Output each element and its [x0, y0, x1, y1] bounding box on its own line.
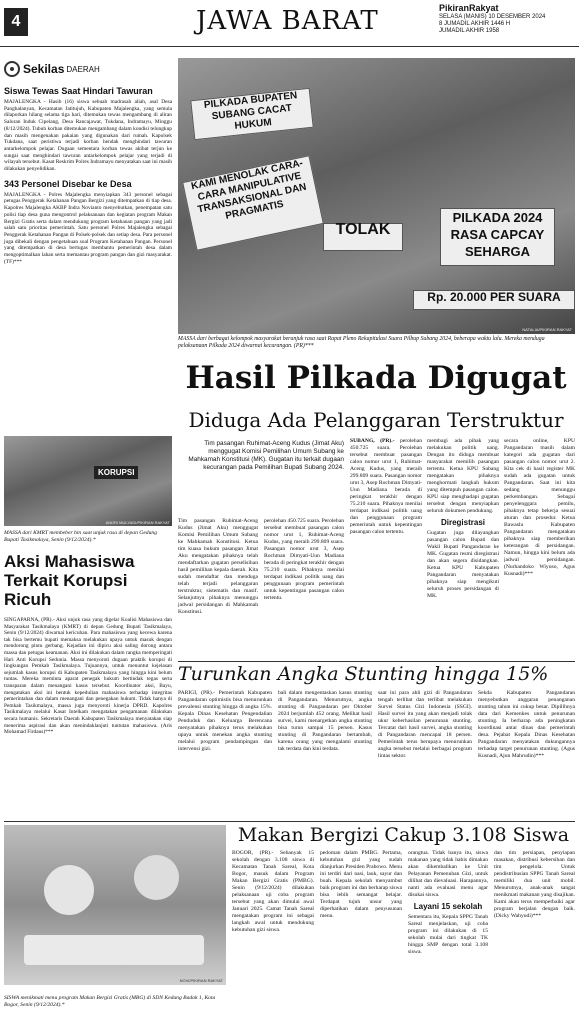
mbg-col1 [232, 850, 314, 1020]
main-headline: Hasil Pilkada Digugat [185, 360, 567, 396]
protest-photo-small [4, 436, 172, 526]
left-photo-caption: MASSA dari KMRT membeber hin saat unjuk rasa di depan Gedung Bupati Tasikmalaya, Senin (9/12/2024).* [4, 530, 157, 543]
stunting-col3-text: saat ini para ahli gizi di Pangandaran tengah terlibat dan terlibat melakukan Survei Status Gizi Indonesia (SSGI). Hasil survei itu yang akan menjadi tolak ukur keberhasilan penurunan stunting. Tercatat dari hasil survei, angka stunting di Pangandaran mencapai 18 persen. Pemerintah terus berupaya menurunkan angka tersebut melalui berbagai program lintas sektor. [378, 690, 472, 759]
mbg-col4-text: dan tim persiapan, penyiapan masakan, distribusi kebersihan dan tim pengelola. Untuk pendistribusian SPPG Tanah Sareal memiliki dua unit mobil. Menurutnya, anak-anak sangat menikmati makanan yang disajikan. Kami akan terus memperbaiki agar program berjalan dengan baik. (Dicky Wahyudi)*** [494, 850, 575, 919]
sekilas-heading [4, 58, 172, 80]
story1-body: MAJALENGKA - Hasib (16) siswa sebuah madrasah aliah, asal Desa Panghalanyan, Kecamatan Jatitujuh, Kabupaten Majalengka, yang semula dilaporkan hilang selama tiga hari, ditemukan tewas mengambang di aliran Saluran Induk Cipelang, Desa Rancajawat, Tukdana, Indramayu, Minggu (8/12/2024). Tubuh korban ditemukan mengambang dalam kondisi telungkup dan masih mengenakan pakaian yang digunakan dari rumah. Kapolsek Tukdana, saat peristiwa terjadi korban hendak menghindari tawuran antarkelompok pelajar. Dugaan sementara korban tewas akibat terjun ke sungai saat menghindari tawuran antarkelompok pelajar yang terjadi di wilayah tersebut. Kasat Reskrim Polres Indramayu menyatakan saat ini masih dilakukan penyelidikan. [4, 99, 172, 173]
mbg-col2-text: pedoman dalam PMBG. Pertama, kebutuhan gizi yang sudah dianjurkan Presiden Prabowo. Menu ini terdiri dari nasi, lauk, sayur dan buah. Kepala sekolah menyambut baik program ini dan berharap siswa bisa lebih semangat belajar. Terdapat tujuh unsur yang diperhatikan dalam penyusunan menu. [320, 850, 402, 919]
main-col3b-text: Gugatan juga dilayangkan pasangan calon Bupati dan Wakil Bupati Pangandaran ke MK. Gugatan resmi diregistrasi dan akan segera disidangkan. Ketua KPU Kabupaten Pangandaran menyatakan pihaknya siap mengikuti seluruh proses persidangan di MK. [427, 530, 499, 599]
main-col1-b [264, 518, 344, 660]
main-col4 [504, 438, 575, 660]
mbg-headline: Makan Bergizi Cakup 3.108 Siswa [237, 824, 570, 846]
food-trays [24, 935, 204, 965]
page-header [0, 0, 579, 44]
stunting-headline: Turunkan Angka Stunting hingga 15% [178, 663, 549, 685]
main-subhead-diregistrasi: Diregistrasi [440, 518, 486, 527]
main-subheadline: Diduga Ada Pelanggaran Terstruktur [188, 408, 564, 432]
main-col4-text: secara online, KPU Pangandaran masih dalam kategori ada gugatan dari pasangan calon nomor urut 2. Kita cek di hasil register MK sudah ada gugatan untuk Pangandaran. Saat ini kita sedang menunggu perkembangan. Sebagai penyelenggara pemilu, pihaknya tetap bekerja sesuai aturan dan prosedur. Ketua Bawaslu Kabupaten Pangandaran mengatakan pihaknya siap memberikan keterangan di persidangan. Namun, hingga kini belum ada jadwal persidangan. (Nurhandoko Wiyoso, Agus Kusnadi)*** [504, 438, 575, 577]
mbg-col3 [408, 850, 488, 1020]
photo-credit: ANDRI MULYADI/PIKIRAN RAKYAT [105, 520, 170, 525]
story1-title: Siswa Tewas Saat Hindari Tawuran [4, 86, 153, 96]
sekilas-column [4, 58, 172, 267]
main-col3-text: membagi ada pihak yang melakukan politik uang. Dengan itu diduga membuat masyarakat memilih pasangan tertentu. Ketua KPU Subang mengatakan pihaknya menghormati langkah hukum yang ditempuh pasangan calon. KPU siap menghadapi gugatan tersebut dengan menyiapkan seluruh dokumen pendukung. [427, 438, 499, 514]
date-line-3: JUMADIL AKHIR 1958 [439, 28, 500, 34]
sekilas-logo-icon [4, 61, 20, 77]
main-col1-a [178, 518, 258, 660]
main-col2-text: perolehan 450.725 suara. Perolehan tersebut membuat pasangan calon nomor urut 1, Ruhimat-Aceng Kudus, yang meraih 299.809 suara. Pasangan nomor urut 3, Asep Rochman Dimyati-Uun Madiana berada di peringkat terakhir dengan 75.210 suara. Pihaknya menilai terdapat indikasi politik uang dan penggunaan program pemerintah untuk kepentingan pasangan calon tertentu. [350, 438, 422, 535]
mbg-col3-text: orangtua. Tidak hanya itu, siswa makanan yang tidak habis dimakan akan dikembalikan ke Unit Pelayanan Pemenuhan Gizi, untuk dilihat dan dievaluasi. Harapannya, nanti ada evaluasi menu agar disukai siswa. [408, 850, 488, 898]
stunting-col1-text: PARIGI, (PR).- Pemerintah Kabupaten Pangandaran optimistis bisa menurunkan prevalensi stunting hingga di angka 15%. Kepala Dinas Kesehatan Pengendalian Penduduk dan Keluarga Berencana menyatakan pihaknya terus melakukan upaya untuk menekan angka stunting melalui program pendampingan dan intervensi gizi. [178, 690, 272, 752]
paper-name: PikiranRakyat [439, 3, 499, 13]
banner-rp20000: Rp. 20.000 PER SUARA [413, 290, 575, 310]
main-photo-caption: MASSA dari berbagai kelompok masyarakat berunjuk rasa saat Rapat Pleno Rekapitulasi Suara Pilbup Subang 2024, beberapa waktu lalu. Mereka menduga pelaksanaan Pilkada 2024 diwarnai kecurangan. (PR)*** [178, 336, 545, 349]
date-line-1: SELASA (MANIS) 10 DESEMBER 2024 [439, 14, 546, 20]
stunting-col1 [178, 690, 272, 818]
main-lead: Tim pasangan Ruhimat-Aceng Kudus (Jimat Aku) menggugat Komisi Pemilihan Umum Subang ke Mahkamah Konstitusi (MK). Gugatan itu terkait dugaan kecurangan pada Pemilihan Bupati Subang 2024. [188, 440, 344, 471]
section-rubric: JAWA BARAT [196, 6, 379, 36]
mbg-col3b-text: Sementara itu, Kepala SPPG Tanah Sareal menjelaskan, uji coba program ini dilakukan di 15 sekolah mulai dari tingkat TK hingga SMP dengan total 3.108 siswa. [408, 914, 488, 955]
main-photo-credit: NATALIA/PIKIRAN RAKYAT [522, 327, 572, 332]
mbg-col2 [320, 850, 402, 1020]
mbg-col1-text: BOGOR, (PR).- Sebanyak 15 sekolah dengan 3.108 siswa di Kecamatan Tanah Sareal, Kota Bogor, masuk dalam Program Makan Bergizi Gratis (PMBG). Senin (9/12/2024) dilakukan pelaksanaan uji coba program tersebut yang akan dimulai awal Januari 2025. Camat Tanah Sareal mengatakan program ini sebagai langkah awal untuk mendukung kebutuhan gizi siswa. [232, 850, 314, 933]
story2-title: 343 Personel Disebar ke Desa [4, 178, 132, 189]
banner-menolak: KAMI MENOLAK CARA-CARA MANIPULATIVE TRANSAKSIONAL DAN PRAGMATIS [182, 155, 324, 250]
main-dateline: SUBANG, (PR).- [350, 438, 395, 444]
sekilas-label: Sekilas [23, 62, 65, 76]
aksi-story [4, 552, 172, 736]
masthead-info [439, 5, 557, 35]
page-number: 4 [4, 8, 28, 36]
mbg-photo-credit: NOVI/PIKIRAN RAKYAT [179, 978, 223, 983]
banner-capcay: PILKADA 2024 RASA CAPCAY SEHARGA [440, 208, 555, 266]
stunting-col2-text: bali dalam mengentaskan kasus stunting di Pangandaran. Menurutnya, angka stunting di Pangandaran per Oktober 2024 berjumlah 452 orang. Melihat hasil survei, kami menargetkan angka stunting bisa turun sampai 15 persen. Kasus stunting di Pangandaran bertambah, karena orang yang mengalami stunting tak terdata dan kini terdata. [278, 690, 372, 752]
photo-sign: KORUPSI [94, 466, 138, 479]
date-line-2: 8 JUMADIL AKHIR 1446 H [439, 21, 511, 27]
child-figure [44, 865, 94, 915]
banner-cacat-hukum: PILKADA BUPATEN SUBANG CACAT HUKUM [190, 88, 314, 140]
main-protest-photo [178, 58, 575, 334]
mbg-photo [4, 825, 226, 985]
main-col1b-text: perolehan 450.725 suara. Perolehan tersebut membuat pasangan calon nomor urut 1, Ruhimat-Aceng Kudus, yang meraih 299.809 suara. Pasangan nomor urut 3, Asep Rochman Dimyati-Uun Madiana berada di peringkat terakhir dengan 75.210 suara. Pihaknya menilai terdapat indikasi politik uang dan penggunaan program pemerintah untuk kepentingan pasangan calon tertentu. [264, 518, 344, 601]
sign-tolak: TOLAK [323, 223, 403, 251]
main-col1-text: Tim pasangan Ruhimat-Aceng Kudus (Jimat Aku) menggugat Komisi Pemilihan Umum Subang ke Mahkamah Konstitusi. Ketua tim kuasa hukum pasangan Jimat Aku mengatakan pihaknya telah mendaftarkan gugatan perselisihan hasil pemilihan kepala daerah. Kita sudah mendaftar dan menduga telah terjadi pelanggaran terstruktur, sistematis dan masif. Selanjutnya pihaknya menunggu jadwal persidangan di Mahkamah Konstitusi. [178, 518, 258, 615]
stunting-top-rule [178, 661, 575, 662]
stunting-col4-text: Sekda Kabupaten Pangandaran menyebutkan anggaran penanganan stunting tahun ini cukup besar. Dipilihnya data dari Kemenkes untuk penurunan stunting. Ia berharap ada peningkatan koordinasi antar dinas dan pemerintah desa. Pejabat Kepala Dinas Kesehatan Pangandaran menyatakan dukungannya terhadap target penurunan stunting. (Agus Kusnadi, Ajun Mahrudin)*** [478, 690, 575, 759]
stunting-col3 [378, 690, 472, 818]
child-figure-2 [134, 855, 179, 900]
sekilas-suffix: DAERAH [66, 64, 100, 74]
main-col2 [350, 438, 422, 660]
main-col3 [427, 438, 499, 660]
stunting-col2 [278, 690, 372, 818]
mbg-col4 [494, 850, 575, 1020]
aksi-body: SINGAPARNA, (PR).- Aksi unjuk rasa yang digelar Koalisi Mahasiswa dan Masyarakat Tasikmalaya (KMRT) di depan Gedung Bupati Tasikmalaya, Senin (9/12/2024) diwarnai kericuhan. Para mahasiswa yang kecewa karena tak bisa bertemu bupati memaksa melakukan upaya untuk masuk dengan mendorong pintu gerbang. Kejadian ini dipicu aksi saling dorong antara massa dan petugas keamanan. Aksi ini dilakukan dalam rangka memperingati Hari Anti Korupsi Sedunia. Massa menyoroti dugaan praktik korupsi di lingkungan Pemkab Tasikmalaya. Tujuannya, untuk menuntut kejelasan sejumlah kasus korupsi di Kabupaten Tasikmalaya yang hingga kini belum tuntas. Mereka meminta aparat penegak hukum bertindak tegas serta transparan dalam menangani kasus tersebut. Koordinator aksi, Bayu, mengatakan aksi ini bentuk kepedulian mahasiswa terhadap integritas pemerintahan dan dalam menangani dan penegakan hukum. Tidak hanya di Pemkab Tasikmalaya, massa juga menyoroti kinerja DPRD. Kapolres Tasikmalaya melalui Kasat Intelkam mengatakan pengamanan dilakukan secara humanis. Sekretaris Daerah Kabupaten Tasikmalaya menyatakan siap menerima aspirasi dan akan menindaklanjuti tuntutan mahasiswa. (Aris Mohamad Firdaus)*** [4, 617, 172, 736]
stunting-col4 [478, 690, 575, 818]
aksi-title: Aksi Mahasiswa Terkait Korupsi Ricuh [4, 552, 135, 609]
header-rule [0, 46, 579, 47]
story2-body: MAJALENGKA - Polres Majalengka menyiapkan 343 personel sebagai petugas Penggerak Ketahanan Pangan Bergizi yang ditempatkan di tiap desa. Kapolres Majalengka AKBP Indra Novianto menyebutkan, penempatan satu polisi tiap desa guna mengontrol pelaksanaan dan kegiatan program Makan Bergizi Gratis serta dalam mendukung program ketahanan pangan yang jadi salah satu prioritas pemerintah. Satu personel Polres Majalengka sebagai Penggerak Ketahanan Pangan di Polsek-polsek dan setiap desa. Para personel juga dibekali dengan pengetahuan soal Program Ketahanan Pangan. Personel yang ditempatkan di desa bertugas membantu pemerintah desa dalam mengoptimalkan lahan serta memantau program pangan dan gizi masyarakat. (TF)*** [4, 191, 172, 265]
mbg-top-rule [4, 821, 575, 822]
mbg-subhead: Layani 15 sekolah [413, 902, 483, 911]
mbg-caption: SISWA menikmati menu program Makan Bergizi Gratis (MBG) di SDN Kedung Badak 1, Kota Bogor, Senin (9/12/2024).* [4, 995, 216, 1008]
